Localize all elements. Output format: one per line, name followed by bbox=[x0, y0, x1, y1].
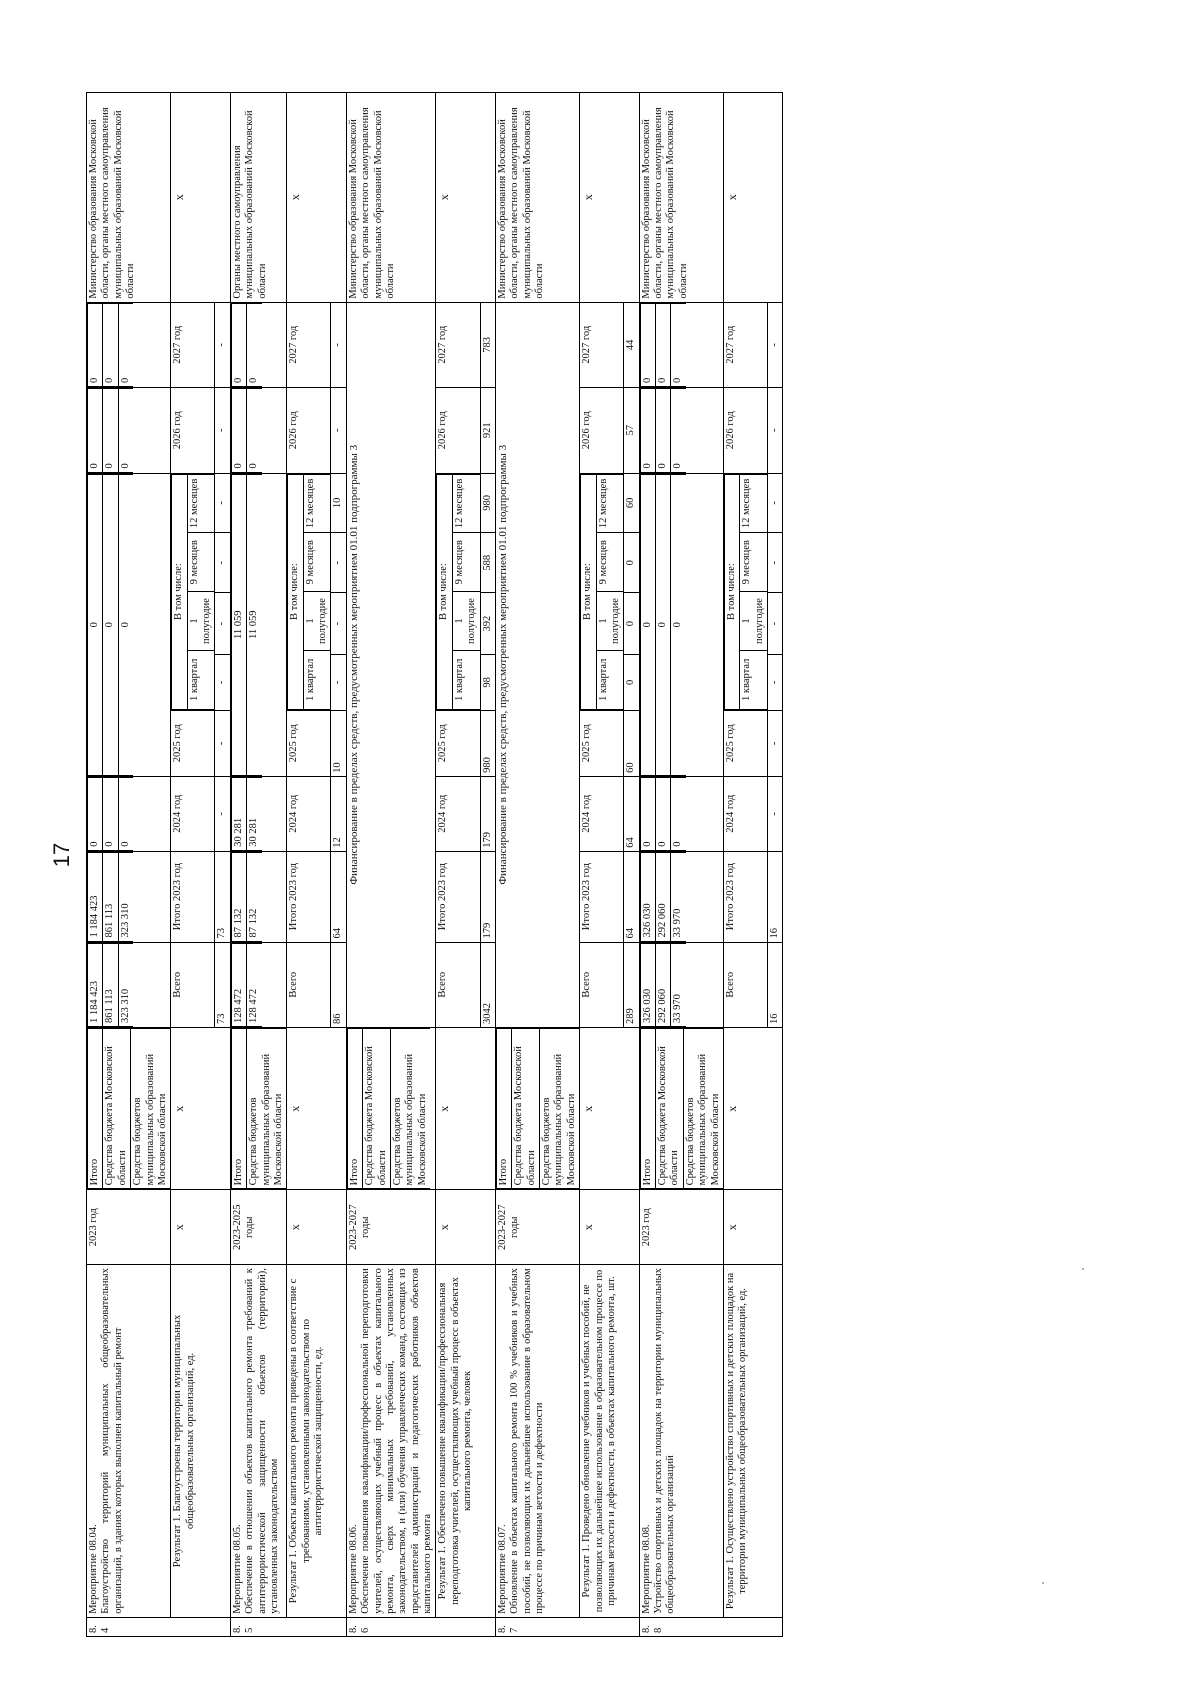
quarter-header bbox=[171, 473, 215, 710]
cell-value: 0 bbox=[671, 474, 686, 775]
source-label: Средства бюджетов муниципальных образований Московской области bbox=[390, 1028, 430, 1188]
cell-value: 12 bbox=[331, 776, 346, 851]
mark-x: х bbox=[723, 1190, 783, 1265]
cell-value: 33 970 bbox=[671, 943, 686, 1026]
col-y2026: 2026 год bbox=[580, 388, 624, 473]
event-title: Мероприятие 08.07. bbox=[496, 1524, 508, 1614]
cell-value: 0 bbox=[656, 389, 671, 472]
col-h1: 1 полугодие bbox=[596, 592, 623, 651]
cell-value: 0 bbox=[118, 777, 133, 850]
cell-value: 0 bbox=[656, 777, 671, 850]
cell-value: 60 bbox=[624, 710, 639, 776]
col-m12: 12 месяцев bbox=[452, 474, 479, 533]
col-h1: 1 полугодие bbox=[303, 592, 330, 651]
result-header-row bbox=[580, 93, 624, 1637]
cell-value: - bbox=[768, 655, 783, 711]
cell-value: 128 472 bbox=[247, 943, 262, 1026]
cell-value: - bbox=[215, 655, 230, 711]
result-description: Результат 1. Проведено обновление учебников и учебных пособий, не позволяющих их дальнейшее использование в образовательном процессе по причинам ветхости и дефектности, в объектах капитального ремонта, шт. bbox=[580, 1265, 640, 1618]
y2023-values bbox=[639, 851, 723, 942]
cell-value: 16 bbox=[768, 942, 783, 1027]
y2025-values bbox=[639, 473, 723, 776]
table-row bbox=[346, 93, 436, 1637]
y2023-values bbox=[87, 851, 171, 942]
cell-value: 323 310 bbox=[118, 943, 133, 1026]
col-incl: В том числе: bbox=[437, 474, 452, 709]
source-label: Итого bbox=[496, 1028, 511, 1188]
col-y2024: 2024 год bbox=[171, 776, 215, 851]
y2027-values bbox=[639, 302, 723, 387]
cell-value: - bbox=[215, 593, 230, 655]
cell-value: 73 bbox=[215, 851, 230, 942]
cell-value: 0 bbox=[640, 389, 655, 472]
mark-x: х bbox=[171, 93, 231, 303]
y2024-values bbox=[87, 776, 171, 851]
event-period: 2023 год bbox=[639, 1190, 723, 1265]
cell-value: 30 281 bbox=[231, 777, 246, 850]
cell-value: 289 bbox=[624, 942, 639, 1027]
cell-value: 0 bbox=[88, 303, 103, 386]
y2025-values bbox=[87, 473, 171, 776]
mark-x: х bbox=[580, 1027, 640, 1189]
cell-value: 86 bbox=[331, 942, 346, 1027]
event-description bbox=[639, 1265, 723, 1618]
event-text: Благоустройство территорий муниципальных общеобразовательных организаций, в зданиях которых выполнен капитальный ремонт bbox=[100, 1268, 124, 1614]
rotated-table-sheet bbox=[86, 92, 886, 1637]
mark-x: х bbox=[723, 93, 783, 303]
scan-speck bbox=[1042, 1582, 1044, 1584]
mark-x: х bbox=[287, 1027, 347, 1189]
col-m9: 9 месяцев bbox=[303, 533, 330, 592]
col-total: Всего bbox=[580, 942, 624, 1027]
col-y2025: 2025 год bbox=[287, 710, 331, 776]
cell-value: - bbox=[215, 533, 230, 593]
mark-x: х bbox=[436, 1190, 496, 1265]
total-values bbox=[230, 942, 287, 1027]
source-label: Средства бюджета Московской области bbox=[656, 1028, 684, 1188]
col-m9: 9 месяцев bbox=[740, 533, 767, 592]
row-number: 8.5 bbox=[230, 1617, 346, 1636]
col-h1: 1 полугодие bbox=[740, 592, 767, 651]
cell-value: 64 bbox=[624, 851, 639, 942]
col-y2026: 2026 год bbox=[287, 388, 331, 473]
col-y2026: 2026 год bbox=[723, 388, 767, 473]
mark-x: х bbox=[436, 1027, 496, 1189]
result-description: Результат 1. Благоустроены территории муниципальных общеобразовательных организаций, ед. bbox=[171, 1265, 231, 1618]
cell-value: - bbox=[768, 388, 783, 473]
cell-value: 44 bbox=[624, 302, 639, 387]
mark-x: х bbox=[580, 1190, 640, 1265]
cell-value: 292 060 bbox=[656, 852, 671, 941]
cell-value: - bbox=[331, 533, 346, 593]
quarter-header bbox=[436, 473, 480, 710]
event-title: Мероприятие 08.04. bbox=[88, 1524, 99, 1614]
col-m12: 12 месяцев bbox=[187, 474, 214, 533]
cell-value: 0 bbox=[118, 474, 133, 775]
event-period: 2023-2025 годы bbox=[230, 1190, 287, 1265]
cell-value: 0 bbox=[88, 777, 103, 850]
mark-x: х bbox=[171, 1190, 231, 1265]
cell-value: 1 184 423 bbox=[88, 943, 103, 1026]
cell-value: 0 bbox=[88, 389, 103, 472]
event-description bbox=[230, 1265, 287, 1618]
cell-value: 921 bbox=[480, 388, 495, 473]
col-y2027: 2027 год bbox=[723, 302, 767, 387]
col-incl: В том числе: bbox=[581, 474, 596, 709]
responsible-party: Министерство образования Московской области, органы местного самоуправления муниципальных образований Московской области bbox=[87, 93, 171, 303]
cell-value: - bbox=[215, 473, 230, 533]
cell-value: 0 bbox=[656, 474, 671, 775]
source-label: Итого bbox=[88, 1028, 103, 1188]
event-text: Обновление в объектах капитального ремонта 100 % учебников и учебных пособий, не позволяющих их дальнейшее использование в образовательном процессе по причинам ветхости и дефектности bbox=[509, 1268, 545, 1614]
col-incl: В том числе: bbox=[724, 474, 739, 709]
col-y2025: 2025 год bbox=[436, 710, 480, 776]
y2027-values bbox=[87, 302, 171, 387]
source-label: Итого bbox=[347, 1028, 362, 1188]
cell-value: 179 bbox=[480, 851, 495, 942]
cell-value: 64 bbox=[331, 851, 346, 942]
mark-x: х bbox=[287, 93, 347, 303]
event-description bbox=[346, 1265, 436, 1618]
y2026-values bbox=[230, 388, 287, 473]
mark-x: х bbox=[436, 93, 496, 303]
col-y2026: 2026 год bbox=[171, 388, 215, 473]
y2024-values bbox=[639, 776, 723, 851]
col-h1: 1 полугодие bbox=[452, 592, 479, 651]
funding-sources bbox=[495, 1027, 579, 1189]
event-text: Устройство спортивных и детских площадок на территории муниципальных общеобразовательных организаций bbox=[653, 1268, 677, 1614]
col-q1: 1 квартал bbox=[303, 650, 330, 709]
cell-value: 980 bbox=[480, 473, 495, 533]
table-row bbox=[230, 93, 287, 1637]
event-title: Мероприятие 08.05. bbox=[231, 1524, 243, 1614]
event-period: 2023-2027 годы bbox=[495, 1190, 579, 1265]
col-y2023: Итого 2023 год bbox=[287, 851, 331, 942]
cell-value: - bbox=[768, 302, 783, 387]
event-text: Обеспечение в отношении объектов капитального ремонта требований к антитеррористической защищенности объектов (территорий), установленных законодательством bbox=[244, 1268, 280, 1614]
cell-value: 0 bbox=[247, 303, 262, 386]
cell-value: 179 bbox=[480, 776, 495, 851]
cell-value: 11 059 bbox=[247, 474, 262, 775]
result-header-row bbox=[436, 93, 480, 1637]
cell-value: 0 bbox=[103, 389, 118, 472]
cell-value: 10 bbox=[331, 710, 346, 776]
result-description: Результат 1. Обеспечено повышение квалификации/профессиональная переподготовка учителей, осуществляющих учебный процесс в объектах капитального ремонта, человек bbox=[436, 1265, 496, 1618]
event-period: 2023-2027 годы bbox=[346, 1190, 436, 1265]
cell-value: 0 bbox=[231, 389, 246, 472]
col-y2024: 2024 год bbox=[580, 776, 624, 851]
cell-value: 0 bbox=[640, 474, 655, 775]
cell-value: 73 bbox=[215, 942, 230, 1027]
col-q1: 1 квартал bbox=[596, 650, 623, 709]
col-q1: 1 квартал bbox=[740, 650, 767, 709]
event-title: Мероприятие 08.08. bbox=[640, 1524, 652, 1614]
cell-value: 98 bbox=[480, 655, 495, 711]
y2023-values bbox=[230, 851, 287, 942]
col-total: Всего bbox=[723, 942, 767, 1027]
cell-value: 292 060 bbox=[656, 943, 671, 1026]
cell-value: 10 bbox=[331, 473, 346, 533]
responsible-party: Органы местного самоуправления муниципальных образований Московской области bbox=[230, 93, 287, 303]
col-y2023: Итого 2023 год bbox=[171, 851, 215, 942]
result-header-row bbox=[723, 93, 767, 1637]
source-label: Средства бюджетов муниципальных образований Московской области bbox=[683, 1028, 723, 1188]
cell-value: 60 bbox=[624, 473, 639, 533]
cell-value: - bbox=[331, 593, 346, 655]
col-m12: 12 месяцев bbox=[303, 474, 330, 533]
result-description: Результат 1. Осуществлено устройство спортивных и детских площадок на территории муниципальных общеобразовательных организаций, ед. bbox=[723, 1265, 783, 1618]
page-number: 17 bbox=[49, 842, 74, 868]
col-y2027: 2027 год bbox=[171, 302, 215, 387]
cell-value: 0 bbox=[118, 303, 133, 386]
cell-value: 0 bbox=[624, 655, 639, 711]
col-y2024: 2024 год bbox=[723, 776, 767, 851]
col-y2025: 2025 год bbox=[171, 710, 215, 776]
source-label: Итого bbox=[231, 1028, 246, 1188]
funding-sources bbox=[87, 1027, 171, 1189]
cell-value: 861 113 bbox=[103, 852, 118, 941]
col-y2026: 2026 год bbox=[436, 388, 480, 473]
cell-value: - bbox=[215, 302, 230, 387]
col-y2023: Итого 2023 год bbox=[436, 851, 480, 942]
table-row bbox=[87, 93, 171, 1637]
col-y2027: 2027 год bbox=[580, 302, 624, 387]
col-y2027: 2027 год bbox=[436, 302, 480, 387]
cell-value: 783 bbox=[480, 302, 495, 387]
cell-value: 87 132 bbox=[231, 852, 246, 941]
cell-value: - bbox=[768, 533, 783, 593]
row-number: 8.7 bbox=[495, 1617, 639, 1636]
cell-value: - bbox=[768, 473, 783, 533]
cell-value: 57 bbox=[624, 388, 639, 473]
cell-value: 588 bbox=[480, 533, 495, 593]
event-description bbox=[495, 1265, 579, 1618]
cell-value: 0 bbox=[231, 303, 246, 386]
cell-value: - bbox=[331, 302, 346, 387]
responsible-party: Министерство образования Московской области, органы местного самоуправления муниципальных образований Московской области bbox=[346, 93, 436, 303]
total-values bbox=[87, 942, 171, 1027]
responsible-party: Министерство образования Московской области, органы местного самоуправления муниципальных образований Московской области bbox=[639, 93, 723, 303]
cell-value: 0 bbox=[624, 533, 639, 593]
cell-value: 0 bbox=[640, 777, 655, 850]
source-label: Средства бюджета Московской области bbox=[512, 1028, 540, 1188]
cell-value: 0 bbox=[671, 777, 686, 850]
result-header-row bbox=[171, 93, 215, 1637]
quarter-header bbox=[287, 473, 331, 710]
program-table bbox=[86, 92, 783, 1637]
cell-value: 1 184 423 bbox=[88, 852, 103, 941]
cell-value: 0 bbox=[247, 389, 262, 472]
funding-sources bbox=[639, 1027, 723, 1189]
cell-value: 861 113 bbox=[103, 943, 118, 1026]
cell-value: - bbox=[215, 776, 230, 851]
cell-value: 87 132 bbox=[247, 852, 262, 941]
funding-sources bbox=[230, 1027, 287, 1189]
event-text: Обеспечение повышения квалификации/профессиональной переподготовки учителей, осуществляющих учебный процесс в объектах капитального ремонта, сверх минимальных требований, установленных законодательством, и (или) обучения управленческих команд, состоящих из представителей администраций и педагогических работников объектов капитального ремонта bbox=[360, 1268, 433, 1614]
total-values bbox=[639, 942, 723, 1027]
mark-x: х bbox=[723, 1027, 783, 1189]
responsible-party: Министерство образования Московской области, органы местного самоуправления муниципальных образований Московской области bbox=[495, 93, 579, 303]
cell-value: 980 bbox=[480, 710, 495, 776]
funding-sources bbox=[346, 1027, 436, 1189]
quarter-header bbox=[580, 473, 624, 710]
cell-value: 11 059 bbox=[231, 474, 246, 775]
y2024-values bbox=[230, 776, 287, 851]
cell-value: 0 bbox=[103, 777, 118, 850]
event-period: 2023 год bbox=[87, 1190, 171, 1265]
row-number: 8.4 bbox=[87, 1617, 231, 1636]
source-label: Средства бюджетов муниципальных образований Московской области bbox=[131, 1028, 171, 1188]
cell-value: 3042 bbox=[480, 942, 495, 1027]
cell-value: 0 bbox=[103, 303, 118, 386]
cell-value: 326 030 bbox=[640, 943, 655, 1026]
cell-value: 0 bbox=[88, 474, 103, 775]
y2025-values bbox=[230, 473, 287, 776]
col-q1: 1 квартал bbox=[187, 650, 214, 709]
cell-value: 128 472 bbox=[231, 943, 246, 1026]
cell-value: 16 bbox=[768, 851, 783, 942]
cell-value: - bbox=[768, 593, 783, 655]
quarter-header bbox=[723, 473, 767, 710]
col-y2023: Итого 2023 год bbox=[580, 851, 624, 942]
cell-value: - bbox=[768, 710, 783, 776]
source-label: Средства бюджета Московской области bbox=[363, 1028, 391, 1188]
result-header-row bbox=[287, 93, 331, 1637]
cell-value: 392 bbox=[480, 593, 495, 655]
cell-value: 0 bbox=[656, 303, 671, 386]
col-m12: 12 месяцев bbox=[596, 474, 623, 533]
col-incl: В том числе: bbox=[288, 474, 303, 709]
result-description: Результат 1. Объекты капитального ремонта приведены в соответствие с требованиями, установленными законодательством по антитеррористической защищенности, ед. bbox=[287, 1265, 347, 1618]
mark-x: х bbox=[287, 1190, 347, 1265]
y2027-values bbox=[230, 302, 287, 387]
cell-value: 0 bbox=[103, 474, 118, 775]
cell-value: - bbox=[331, 388, 346, 473]
col-y2024: 2024 год bbox=[436, 776, 480, 851]
financing-note: Финансирование в пределах средств, предусмотренных мероприятием 01.01 подпрограммы 3 bbox=[346, 302, 436, 1027]
col-incl: В том числе: bbox=[172, 474, 187, 709]
col-y2025: 2025 год bbox=[580, 710, 624, 776]
mark-x: х bbox=[171, 1027, 231, 1189]
cell-value: - bbox=[331, 655, 346, 711]
table-row bbox=[639, 93, 723, 1637]
col-y2025: 2025 год bbox=[723, 710, 767, 776]
cell-value: 30 281 bbox=[247, 777, 262, 850]
col-y2027: 2027 год bbox=[287, 302, 331, 387]
cell-value: 64 bbox=[624, 776, 639, 851]
cell-value: 0 bbox=[640, 303, 655, 386]
table-row bbox=[495, 93, 579, 1637]
cell-value: 323 310 bbox=[118, 852, 133, 941]
y2026-values bbox=[639, 388, 723, 473]
col-m9: 9 месяцев bbox=[452, 533, 479, 592]
cell-value: - bbox=[215, 710, 230, 776]
event-title: Мероприятие 08.06. bbox=[347, 1524, 359, 1614]
source-label: Итого bbox=[640, 1028, 655, 1188]
y2026-values bbox=[87, 388, 171, 473]
source-label: Средства бюджетов муниципальных образований Московской области bbox=[540, 1028, 580, 1188]
col-m12: 12 месяцев bbox=[740, 474, 767, 533]
col-h1: 1 полугодие bbox=[187, 592, 214, 651]
cell-value: - bbox=[768, 776, 783, 851]
col-total: Всего bbox=[436, 942, 480, 1027]
row-number: 8.8 bbox=[639, 1617, 783, 1636]
cell-value: 0 bbox=[671, 389, 686, 472]
col-m9: 9 месяцев bbox=[596, 533, 623, 592]
cell-value: 33 970 bbox=[671, 852, 686, 941]
col-total: Всего bbox=[171, 942, 215, 1027]
mark-x: х bbox=[580, 93, 640, 303]
scan-speck bbox=[1082, 1268, 1084, 1270]
cell-value: 0 bbox=[671, 303, 686, 386]
col-m9: 9 месяцев bbox=[187, 533, 214, 592]
col-y2023: Итого 2023 год bbox=[723, 851, 767, 942]
cell-value: 0 bbox=[118, 389, 133, 472]
col-y2024: 2024 год bbox=[287, 776, 331, 851]
cell-value: 326 030 bbox=[640, 852, 655, 941]
source-label: Средства бюджетов муниципальных образований Московской области bbox=[247, 1028, 287, 1188]
col-total: Всего bbox=[287, 942, 331, 1027]
source-label: Средства бюджета Московской области bbox=[103, 1028, 131, 1188]
event-description bbox=[87, 1265, 171, 1618]
row-number: 8.6 bbox=[346, 1617, 495, 1636]
financing-note: Финансирование в пределах средств, предусмотренных мероприятием 01.01 подпрограммы 3 bbox=[495, 302, 579, 1027]
cell-value: 0 bbox=[624, 593, 639, 655]
col-q1: 1 квартал bbox=[452, 650, 479, 709]
cell-value: - bbox=[215, 388, 230, 473]
